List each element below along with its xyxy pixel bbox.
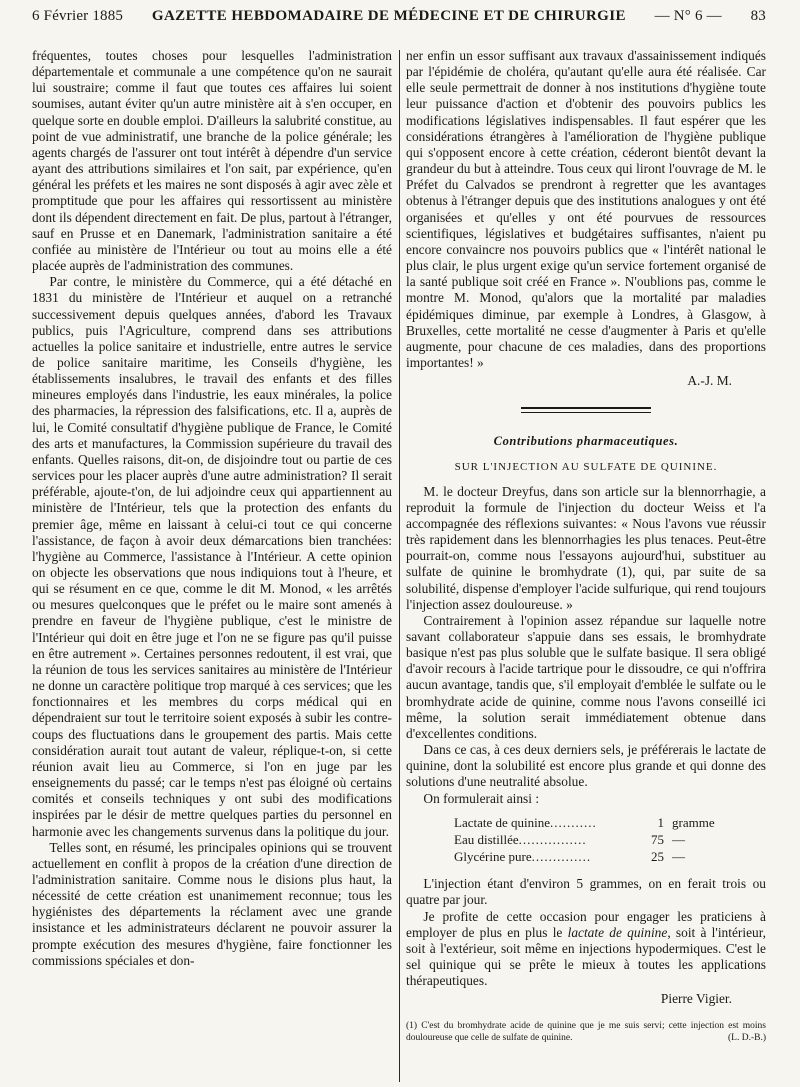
leader-dots: ................ — [518, 831, 587, 847]
paragraph: Contrairement à l'opinion assez répandue sur laquelle notre savant collaborateur s'appuie dans ses essais, le bromhydrate basique n'est pas plus soluble que le sulfate basique. Il sera obligé d'avoir recours à l'acide tartrique pour le dissoudre, ce qui n'offrira aucun avantage, tandis que, s'il employait d'emblée le sulfate ou le bromhydrate acide de quinine, comme nous l'avons conseillé ici même, la solution serait immédiatement obtenue dans d'excellentes conditions. — [406, 612, 766, 741]
section-subtitle: SUR L'INJECTION AU SULFATE DE QUININE. — [454, 461, 718, 474]
footnote-text: (1) C'est du bromhydrate acide de quinine que je me suis servi; cette injection est moins douloureuse que celle de sulfate de quinine. — [406, 1021, 766, 1043]
ingredient-name: Eau distillée — [454, 831, 519, 847]
column-divider — [399, 50, 400, 1082]
paragraph: ner enfin un essor suffisant aux travaux d'assainissement indiqués par l'épidémie de choléra, qu'autant qu'elle aura été réalisée. Car elle seule permettrait de donner à nos institutions d'hygiène toute leur puissance d'action et d'obtenir des pouvoirs publics les modifications législatives indispensables. Il faut espérer que les considérations étrangères à l'amélioration de l'hygiène publique qui s'opposent encore à cette création, céderont bientôt devant la grandeur du but à atteindre. Tous ceux qui liront l'ouvrage de M. le Préfet du Calvados se prendront à regretter que les avantages obtenus à l'étranger depuis que des institutions analogues y ont été organisées et qu'elles y ont été pourvues de ressources scientifiques, législatives et budgétaires suffisantes, n'aient pu encore convaincre nos pouvoirs publics que « l'intérêt national le plus clair, le plus urgent exige qu'un service fortement organisé de la santé publique soit créé en France ». N'oublions pas, comme le montre M. Monod, qu'alors que la mortalité par maladies épidémiques diminue, par exemple à Londres, à Glasgow, à Bruxelles, cette mortalité ne cesse d'augmenter à Paris et qu'elle augmente, pour chacune de ces maladies, dans des proportions importantes! » — [406, 48, 766, 370]
section-title: Contributions pharmaceutiques. — [493, 434, 679, 449]
paragraph: fréquentes, toutes choses pour lesquelles l'administration départementale et communale a une compétence qu'on ne saurait lui soustraire; comme il faut que toutes ces affaires lui soient soumises, autant éviter qu'un autre ministère ait à s'en occuper, en quelque sorte en double emploi. D'ailleurs la salubrité constitue, au point de vue administratif, une branche de la police générale; les agents chargés de l'assurer ont tout intérêt à dépendre d'un service ayant des attributions similaires et l'on sait, par expérience, qu'en général les préfets et les maires ne sont disposés à agir avec zèle et promptitude que pour les affaires qui ressortissent au ministère dont ils dépendent directement en fait. De plus, partout à l'étranger, sauf en Prusse et en Danemark, l'administration sanitaire a été confiée au ministère de l'Intérieur ou tout au moins elle a été placée auprès de l'administration des communes. — [32, 48, 392, 274]
paragraph-text: , soit à l'intérieur, soit à l'extérieur, soit même en injections hypodermiques. C'est le sel quinique qui se prête le mieux à toutes les applications thérapeutiques. — [406, 924, 766, 989]
ingredient-name: Glycérine pure — [454, 849, 532, 865]
ingredient-unit: — — [672, 849, 685, 865]
ingredient-quantity: 25 — [651, 849, 664, 865]
paragraph: Dans ce cas, à ces deux derniers sels, je préférerais le lactate de quinine, dont la solubilité est encore plus grande et qui donne des solutions d'une neutralité absolue. — [406, 742, 766, 790]
section-divider — [521, 407, 651, 413]
prescription-formula — [454, 815, 766, 866]
leader-dots: ........... — [550, 814, 597, 830]
paragraph: On formulerait ainsi : — [423, 790, 540, 806]
paragraph: Par contre, le ministère du Commerce, qui a été détaché en 1831 du ministère de l'Intérieur et auquel on a retranché successivement depuis quelques années, d'abord les Travaux publics, puis l'Agriculture, comprend dans ses attributions actuelles la police sanitaire et industrielle, entre autres le service de police sanitaire maritime, les Conseils d'hygiène, les établissements insalubres, le travail des enfants et des filles mineures employés dans l'industrie, les eaux minérales, la police des pharmacies, la répression des falsifications, etc. Il a, auprès de lui, le Comité consultatif d'hygiène publique de France, le Comité des arts et manufactures, la Commission supérieure du travail des enfants. Quelles raisons, dit-on, de disjoindre tout ou partie de ces services pour les placer auprès d'une autre administration? Il serait préférable, ajoute-t'on, de lui adjoindre ceux qui appartiennent au ministère de l'Intérieur, tels que la protection des enfants du premier âge, même en laissant à celui-ci tout ce qui concerne l'assistance, de façon à avoir deux démarcations bien tranchées: l'hygiène au Commerce, l'assistance à l'Intérieur. A cette opinion on objecte les observations que nous indiquions tout à l'heure, et qui se résument en ce que, comme le dit M. Monod, « les arrêtés ou mesures quelconques que le préfet ou le maire sont amenés à prendre en faveur de l'hygiène publique, c'est le ministre de l'Intérieur qui doit en être juge et l'on ne se figure pas qu'il puisse en être autrement ». Certaines personnes redoutent, il est vrai, que la réunion de tous les services sanitaires au ministère de l'Intérieur ne donne un caractère politique trop marqué à ces services; que les fonctionnaires et les membres du corps médical qui en dépendraient sur tout le territoire soient exposés à subir les contre-coups des fluctuations dans le groupement des partis. Mais cette considération aurait tout autant de valeur, réplique-t-on, si cette réunion avait lieu au Commerce, si l'on en juge par les enseignements du passé; car le temps n'est pas éloigné où certains comités et conseils techniques y ont subi des modifications inspirées par le désir de mettre quelques parties du personnel en harmonie avec les changements survenus dans la politique du jour. — [32, 274, 392, 839]
formula-row — [454, 849, 715, 866]
author-signature: A.-J. M. — [687, 373, 732, 389]
formula-row — [454, 832, 715, 849]
footnote — [406, 1021, 766, 1044]
two-column-body — [32, 48, 766, 1082]
ingredient-name: Lactate de quinine — [454, 814, 551, 830]
journal-title: GAZETTE HEBDOMADAIRE DE MÉDECINE ET DE CHIRURGIE — [151, 8, 626, 24]
page-number: 83 — [750, 8, 766, 24]
paragraph: L'injection étant d'environ 5 grammes, on en ferait trois ou quatre par jour. — [406, 876, 766, 908]
ingredient-unit: gramme — [672, 814, 715, 830]
ingredient-quantity: 1 — [657, 814, 664, 830]
ingredient-quantity: 75 — [651, 831, 664, 847]
paragraph-text: Je profite de cette occasion pour engager les praticiens à employer de plus en plus le — [406, 908, 766, 940]
footnote-signature: (L. D.-B.) — [728, 1032, 766, 1043]
issue-number: — N° 6 — — [654, 8, 722, 24]
paragraph: Telles sont, en résumé, les principales opinions qui se trouvent actuellement en conflit à propos de la création d'une direction de l'administration sanitaire. Comme nous le disions plus haut, la nécessité de cette création est unanimement reconnue; tous les hygiénistes des départements la réclament avec une grande insistance et les administrateurs déclarent ne pouvoir assurer la prompte exécution des mesures d'hygiène, faire fonctionner les commissions spéciales et don- — [32, 839, 392, 968]
issue-date: 6 Février 1885 — [32, 8, 124, 24]
right-column — [406, 48, 766, 1082]
leader-dots: .............. — [531, 849, 592, 865]
emphasis: lactate de quinine — [567, 924, 668, 940]
formula-row — [454, 815, 715, 832]
running-header — [32, 8, 766, 34]
ingredient-unit: — — [672, 831, 685, 847]
left-column — [32, 48, 392, 1082]
paragraph: M. le docteur Dreyfus, dans son article sur la blennorrhagie, a reproduit la formule de l'injection du docteur Weiss et l'a accompagnée des réflexions suivantes: « Nous l'avons vue réussir très rapidement dans les blennorrhagies les plus tenaces. Peut-être pourrait-on, comme nous l'essayons aujourd'hui, substituer au sulfate de quinine le bromhydrate (1), qui, par suite de sa solubilité, dispense d'employer l'acide sulfurique, qui rend toujours l'injection assez douloureuse. » — [406, 483, 766, 612]
author-signature: Pierre Vigier. — [660, 991, 732, 1007]
paragraph — [406, 909, 766, 990]
